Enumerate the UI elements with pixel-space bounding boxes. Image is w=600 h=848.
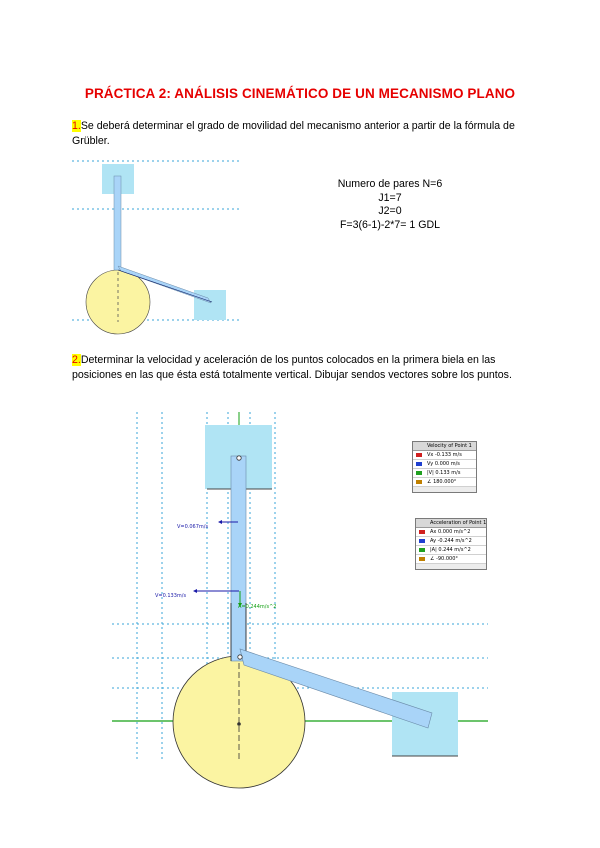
formula-line-4: F=3(6-1)-2*7= 1 GDL: [339, 218, 441, 231]
velocity-meter-window[interactable]: [412, 441, 477, 493]
velocity-meter-row: ∠ 180.000°: [413, 478, 476, 487]
series-swatch-icon: [419, 539, 425, 543]
acceleration-meter-title[interactable]: Acceleration of Point 1: [416, 519, 486, 528]
formula-line-2: J1=7: [378, 191, 402, 204]
acceleration-meter-window[interactable]: [415, 518, 487, 570]
series-swatch-icon: [419, 557, 425, 561]
series-swatch-icon: [416, 480, 422, 484]
series-swatch-icon: [416, 462, 422, 466]
velocity-meter-row: Vy 0.000 m/s: [413, 460, 476, 469]
section-2-number: 2.: [72, 354, 81, 366]
velocity-label-lower: V=0.133m/s: [155, 593, 187, 599]
vertical-link: [231, 456, 246, 661]
acceleration-label: A=0.244m/s^2: [238, 604, 277, 610]
series-swatch-icon: [416, 471, 422, 475]
formula-line-1: Numero de pares N=6: [337, 178, 443, 190]
section-2-text: Determinar la velocidad y aceleración de los puntos colocados en la primera biela en las posiciones en las que ésta está totalmente vertical. Dibujar sendos vectores sobre los puntos.: [72, 354, 512, 381]
section-1-number: 1.: [72, 120, 81, 132]
acceleration-meter-row: ∠ -90.000°: [416, 555, 486, 564]
document-title: PRÁCTICA 2: ANÁLISIS CINEMÁTICO DE UN MECANISMO PLANO: [84, 86, 516, 101]
velocity-meter-row: |V| 0.133 m/s: [413, 469, 476, 478]
velocity-meter-row: Vx -0.133 m/s: [413, 451, 476, 460]
velocity-label-upper: V=0.067m/s: [177, 524, 209, 530]
wheel-pivot: [237, 722, 241, 726]
top-pin: [237, 456, 241, 460]
acceleration-meter-row: |A| 0.244 m/s^2: [416, 546, 486, 555]
series-swatch-icon: [419, 530, 425, 534]
joint-pin: [238, 655, 242, 659]
acceleration-meter-row: Ay -0.244 m/s^2: [416, 537, 486, 546]
section-1-text: Se deberá determinar el grado de movilidad del mecanismo anterior a partir de la fórmula de Grübler.: [72, 120, 515, 147]
series-swatch-icon: [416, 453, 422, 457]
acceleration-meter-row: Ax 0.000 m/s^2: [416, 528, 486, 537]
velocity-meter-title[interactable]: Velocity of Point 1: [413, 442, 476, 451]
formula-line-3: J2=0: [378, 205, 402, 218]
series-swatch-icon: [419, 548, 425, 552]
